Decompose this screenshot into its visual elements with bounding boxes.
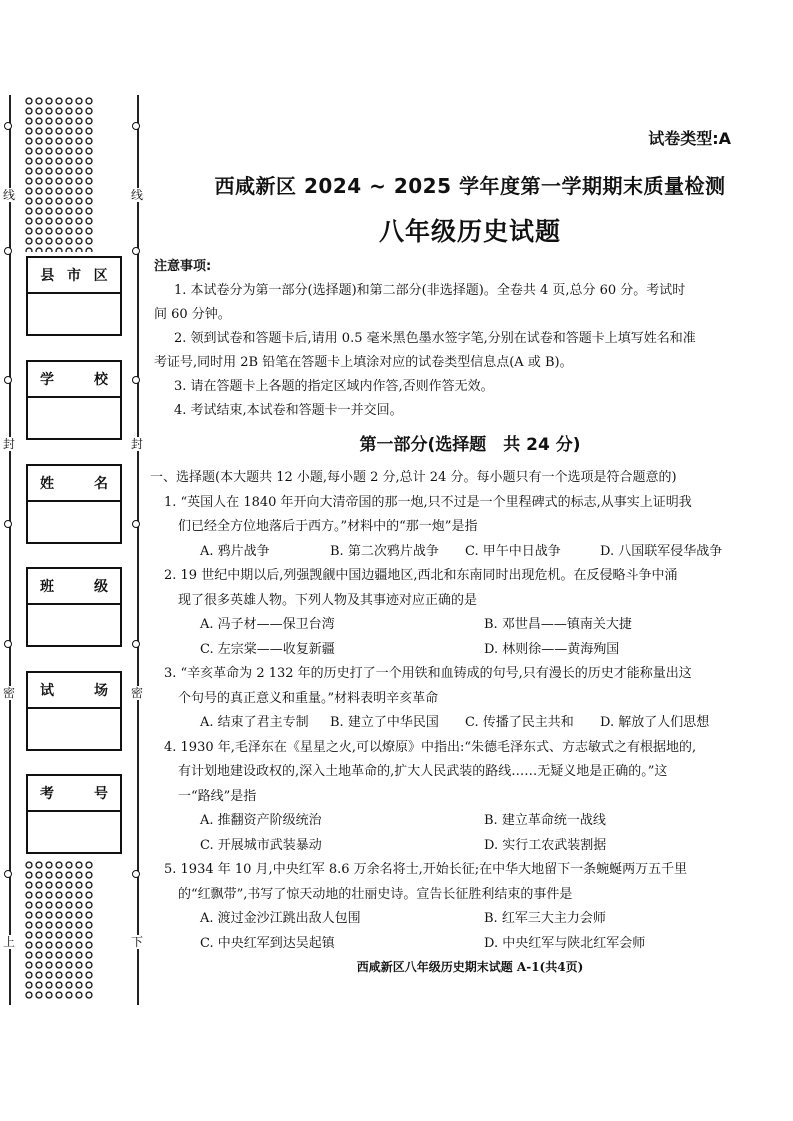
field-school-blank[interactable]	[28, 398, 120, 438]
field-exam-room-label	[28, 673, 120, 709]
binding-line-right	[137, 95, 139, 1005]
note-item-cont: 间 60 分钟。	[154, 307, 231, 322]
ring-marker	[132, 870, 140, 878]
ring-marker	[132, 376, 140, 384]
question-stem: 们已经全方位地落后于西方。”材料中的“那一炮”是指	[178, 519, 478, 534]
ring-marker	[4, 870, 12, 878]
option-d[interactable]: D. 八国联军侵华战争	[600, 543, 723, 559]
question-stem: 一“路线”是指	[178, 788, 257, 804]
ring-marker	[4, 520, 12, 528]
question-stem: 有计划地建设政权的,深入土地革命的,扩大人民武装的路线……无疑义地是正确的。”这	[178, 764, 668, 779]
option-a[interactable]: A. 冯子材——保卫台湾	[200, 617, 335, 632]
note-item: 1. 本试卷分为第一部分(选择题)和第二部分(非选择题)。全卷共 4 页,总分 60 分。考试时	[174, 283, 686, 298]
question-stem: 现了很多英雄人物。下列人物及其事迹对应正确的是	[178, 592, 478, 608]
question-2	[156, 564, 741, 662]
question-stem: 的“红飘带”,书写了惊天动地的壮丽史诗。宣告长征胜利结束的事件是	[178, 886, 573, 902]
field-name-blank[interactable]	[28, 502, 120, 542]
label-char: 试	[40, 683, 54, 699]
field-exam-number-label	[28, 776, 120, 812]
section-intro: 一、选择题(本大题共 12 小题,每小题 2 分,总计 24 分。每小题只有一个选项是符合题意的)	[150, 470, 677, 485]
exam-notes	[154, 255, 739, 423]
line-char-xian-right: 线	[131, 188, 144, 202]
label-char: 名	[94, 476, 108, 492]
paper-type: 试卷类型:A	[648, 129, 731, 148]
line-char-xian-left: 线	[3, 188, 16, 202]
field-class-label	[28, 569, 120, 605]
option-b[interactable]: B. 建立了中华民国	[330, 715, 439, 730]
question-1	[156, 491, 741, 565]
field-class-blank[interactable]	[28, 605, 120, 645]
field-exam-number[interactable]	[26, 774, 122, 854]
page-footer: 西咸新区八年级历史期末试题 A-1(共4页)	[356, 960, 584, 974]
options	[156, 711, 741, 736]
line-char-feng-right: 封	[131, 437, 144, 451]
label-char: 考	[40, 786, 54, 802]
label-char: 号	[94, 786, 108, 802]
question-5	[156, 858, 741, 956]
field-school[interactable]	[26, 360, 122, 440]
question-stem: 5. 1934 年 10 月,中央红军 8.6 万余名将士,开始长征;在中华大地留下一条蜿蜒两万五千里	[164, 862, 688, 877]
question-stem: 3. “辛亥革命为 2 132 年的历史打了一个用铁和血铸成的句号,只有漫长的历史才能称量出这	[164, 666, 692, 681]
dot-pattern-bottom	[24, 860, 94, 1000]
option-c[interactable]: C. 开展城市武装暴动	[200, 837, 322, 853]
note-item: 2. 领到试卷和答题卡后,请用 0.5 毫米黑色墨水签字笔,分别在试卷和答题卡上填写姓名和准	[174, 331, 696, 346]
options	[156, 613, 741, 662]
ring-marker	[132, 520, 140, 528]
note-item: 3. 请在答题卡上各题的指定区域内作答,否则作答无效。	[174, 379, 494, 394]
field-county-blank[interactable]	[28, 294, 120, 334]
options	[156, 809, 741, 858]
question-stem: 1. “英国人在 1840 年开向大清帝国的那一炮,只不过是一个里程碑式的标志,从事实上证明我	[164, 494, 692, 510]
field-school-label	[28, 362, 120, 398]
option-c[interactable]: C. 中央红军到达吴起镇	[200, 935, 335, 951]
part-one-title: 第一部分(选择题 共 24 分)	[359, 435, 581, 455]
binding-strip	[0, 0, 150, 1121]
line-char-shang: 上	[3, 935, 16, 949]
question-stem: 4. 1930 年,毛泽东在《星星之火,可以燎原》中指出:“朱德毛泽东式、方志敏式之有根据地的,	[164, 739, 697, 755]
option-d[interactable]: D. 林则徐——黄海殉国	[484, 641, 620, 657]
ring-marker	[4, 376, 12, 384]
field-name[interactable]	[26, 464, 122, 544]
field-exam-room-blank[interactable]	[28, 709, 120, 749]
field-name-label	[28, 466, 120, 502]
binding-line-left	[9, 95, 11, 1005]
option-a[interactable]: A. 鸦片战争	[200, 543, 270, 559]
choice-section	[150, 466, 741, 956]
note-item-cont: 考证号,同时用 2B 铅笔在答题卡上填涂对应的试卷类型信息点(A 或 B)。	[154, 355, 573, 370]
option-a[interactable]: A. 推翻资产阶级统治	[200, 813, 322, 828]
label-char: 场	[94, 683, 108, 699]
line-char-mi-right: 密	[131, 686, 144, 700]
label-char: 校	[94, 372, 108, 388]
dot-pattern-top	[24, 96, 94, 252]
ring-marker	[132, 247, 140, 255]
field-class[interactable]	[26, 567, 122, 647]
note-item: 4. 考试结束,本试卷和答题卡一并交回。	[174, 403, 403, 418]
label-char: 区	[93, 268, 108, 284]
options	[156, 540, 741, 565]
ring-marker	[132, 122, 140, 130]
subject-title: 八年级历史试题	[378, 217, 561, 246]
option-c[interactable]: C. 传播了民主共和	[465, 715, 574, 730]
notes-heading: 注意事项:	[154, 259, 212, 274]
option-b[interactable]: B. 第二次鸦片战争	[330, 543, 439, 559]
line-char-xia: 下	[131, 935, 144, 949]
option-b[interactable]: B. 邓世昌——镇南关大捷	[484, 617, 632, 632]
ring-marker	[4, 640, 12, 648]
field-exam-number-blank[interactable]	[28, 812, 120, 852]
question-4	[156, 736, 741, 859]
question-stem: 个句号的真正意义和重量。”材料表明辛亥革命	[178, 690, 439, 706]
field-county[interactable]	[26, 256, 122, 336]
option-b[interactable]: B. 红军三大主力会师	[484, 911, 606, 926]
ring-marker	[4, 122, 12, 130]
option-c[interactable]: C. 甲午中日战争	[465, 543, 561, 559]
question-3	[156, 662, 741, 736]
option-d[interactable]: D. 中央红军与陕北红军会师	[484, 935, 646, 951]
line-char-mi-left: 密	[3, 686, 16, 700]
option-c[interactable]: C. 左宗棠——收复新疆	[200, 641, 335, 657]
ring-marker	[4, 247, 12, 255]
option-a[interactable]: A. 结束了君主专制	[200, 715, 309, 730]
field-county-label	[28, 258, 120, 294]
field-exam-room[interactable]	[26, 671, 122, 751]
options	[156, 907, 741, 956]
exam-title: 西咸新区 2024 ~ 2025 学年度第一学期期末质量检测	[214, 174, 726, 198]
option-a[interactable]: A. 渡过金沙江跳出敌人包围	[200, 911, 361, 926]
option-d[interactable]: D. 解放了人们思想	[600, 715, 710, 730]
label-char: 县	[40, 268, 55, 284]
option-b[interactable]: B. 建立革命统一战线	[484, 813, 606, 828]
ring-marker	[132, 640, 140, 648]
label-char: 班	[40, 579, 54, 595]
question-stem: 2. 19 世纪中期以后,列强觊觎中国边疆地区,西北和东南同时出现危机。在反侵略斗争中涌	[164, 568, 678, 583]
label-char: 市	[66, 268, 81, 284]
label-char: 学	[40, 372, 54, 388]
label-char: 级	[94, 579, 108, 595]
label-char: 姓	[40, 476, 54, 492]
option-d[interactable]: D. 实行工农武装割据	[484, 837, 607, 853]
line-char-feng-left: 封	[3, 437, 16, 451]
